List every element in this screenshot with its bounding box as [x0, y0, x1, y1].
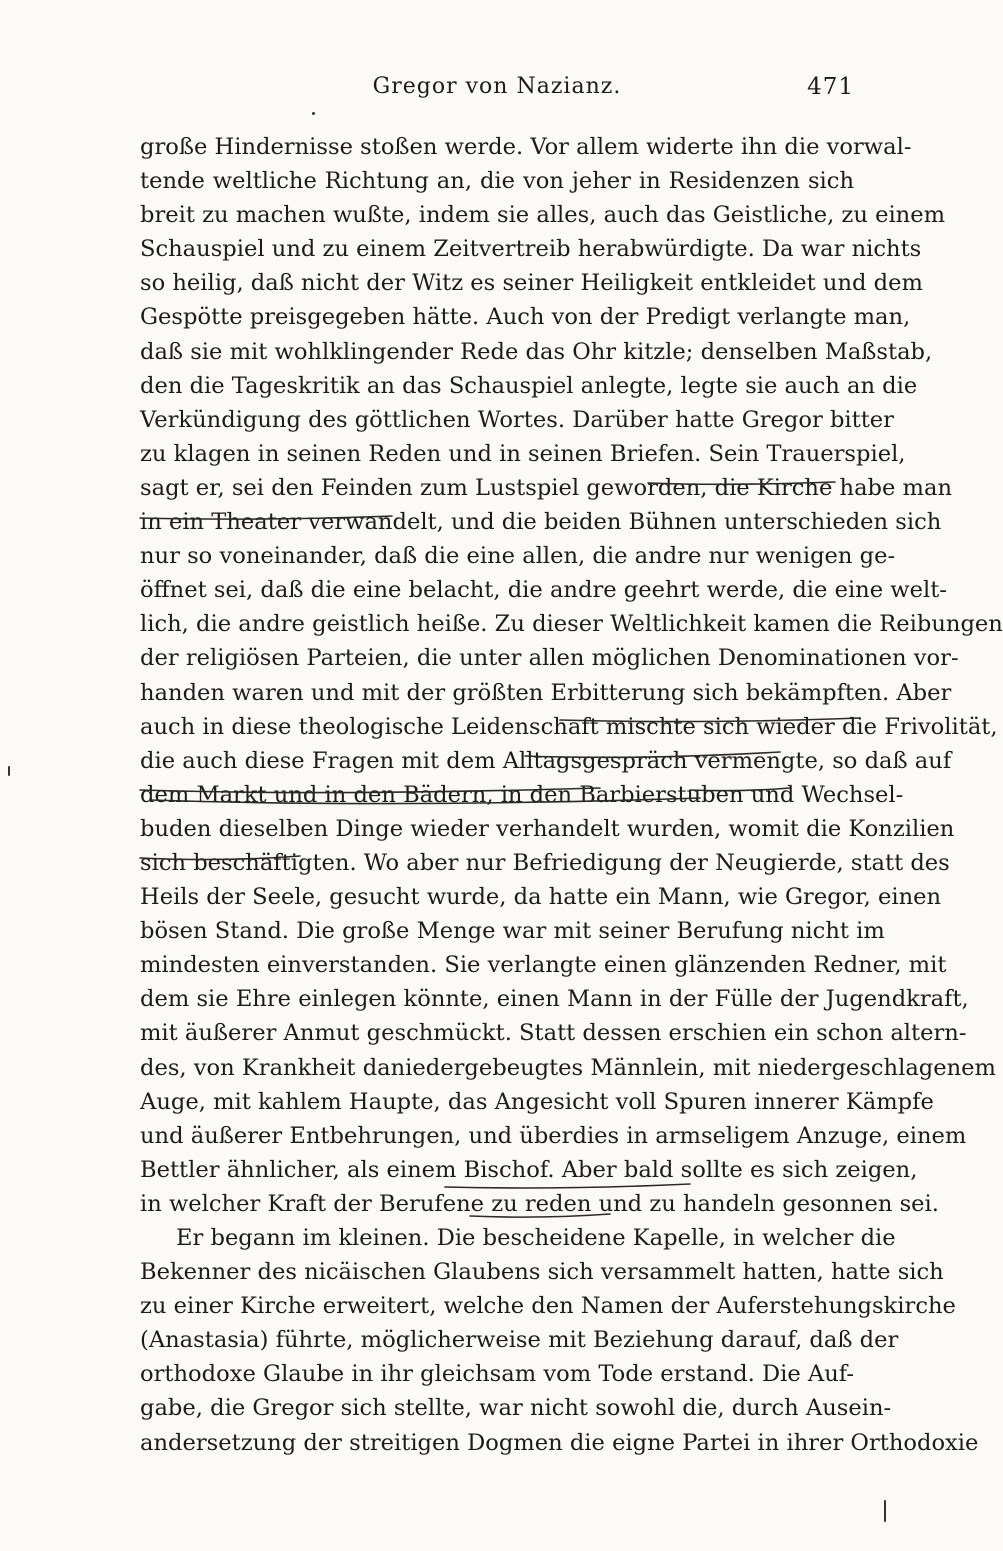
text-line: buden dieselben Dinge wieder verhandelt wurden, womit die Konzilien [140, 815, 955, 842]
text-line: Bekenner des nicäischen Glaubens sich versammelt hatten, hatte sich [140, 1259, 944, 1286]
paper-speck [8, 766, 10, 776]
text-line: und äußerer Entbehrungen, und überdies in armseligem Anzuge, einem [140, 1122, 967, 1149]
text-line: sich beschäftigten. Wo aber nur Befriedigung der Neugierde, statt des [140, 849, 950, 876]
text-line: daß sie mit wohlklingender Rede das Ohr kitzle; denselben Maßstab, [140, 338, 933, 365]
text-line: lich, die andre geistlich heiße. Zu dieser Weltlichkeit kamen die Reibungen [140, 611, 1003, 638]
text-line: dem Markt und in den Bädern, in den Barbierstuben und Wechsel- [140, 781, 904, 808]
text-line: mindesten einverstanden. Sie verlangte einen glänzenden Redner, mit [140, 952, 947, 979]
text-line: die auch diese Fragen mit dem Alltagsgespräch vermengte, so daß auf [140, 747, 952, 774]
text-line: zu klagen in seinen Reden und in seinen Briefen. Sein Trauerspiel, [140, 440, 906, 467]
text-line: Bettler ähnlicher, als einem Bischof. Aber bald sollte es sich zeigen, [140, 1156, 918, 1183]
text-line: gabe, die Gregor sich stellte, war nicht sowohl die, durch Ausein- [140, 1395, 892, 1422]
text-line: (Anastasia) führte, möglicherweise mit Beziehung darauf, daß der [140, 1327, 899, 1354]
text-line: tende weltliche Richtung an, die von jeher in Residenzen sich [140, 168, 854, 195]
text-line: orthodoxe Glaube in ihr gleichsam vom Tode erstand. Die Auf- [140, 1361, 854, 1388]
text-line: dem sie Ehre einlegen könnte, einen Mann in der Fülle der Jugendkraft, [140, 986, 969, 1013]
text-line: Verkündigung des göttlichen Wortes. Darüber hatte Gregor bitter [140, 406, 894, 433]
paper-speck [884, 1500, 886, 1522]
text-line: Gespötte preisgegeben hätte. Auch von der Predigt verlangte man, [140, 304, 911, 331]
text-line: auch in diese theologische Leidenschaft mischte sich wieder die Frivolität, [140, 713, 998, 740]
text-line: handen waren und mit der größten Erbitterung sich bekämpften. Aber [140, 679, 952, 706]
text-line: bösen Stand. Die große Menge war mit seiner Berufung nicht im [140, 918, 885, 945]
text-line: in ein Theater verwandelt, und die beiden Bühnen unterschieden sich [140, 509, 942, 536]
text-line: mit äußerer Anmut geschmückt. Statt dessen erschien ein schon altern- [140, 1020, 967, 1047]
text-line: der religiösen Parteien, die unter allen möglichen Denominationen vor- [140, 645, 959, 672]
paragraph-1 [140, 130, 1003, 1221]
text-line: große Hindernisse stoßen werde. Vor allem widerte ihn die vorwal- [140, 134, 912, 160]
paragraph-2 [140, 1221, 979, 1460]
text-line: öffnet sei, daß die eine belacht, die andre geehrt werde, die eine welt- [140, 577, 947, 604]
text-line: Schauspiel und zu einem Zeitvertreib herabwürdigte. Da war nichts [140, 236, 922, 263]
page-number: 471 [807, 74, 854, 100]
text-line: sagt er, sei den Feinden zum Lustspiel geworden, die Kirche habe man [140, 474, 953, 501]
text-line: breit zu machen wußte, indem sie alles, auch das Geistliche, zu einem [140, 202, 946, 229]
text-line: nur so voneinander, daß die eine allen, die andre nur wenigen ge- [140, 543, 896, 570]
text-line: Heils der Seele, gesucht wurde, da hatte ein Mann, wie Gregor, einen [140, 884, 942, 911]
text-line: andersetzung der streitigen Dogmen die eigne Partei in ihrer Orthodoxie [140, 1429, 979, 1456]
text-line: so heilig, daß nicht der Witz es seiner Heiligkeit entkleidet und dem [140, 270, 923, 297]
running-title: Gregor von Nazianz. [372, 74, 622, 99]
text-line: Er begann im kleinen. Die bescheidene Kapelle, in welcher die [176, 1225, 896, 1251]
text-line: den die Tageskritik an das Schauspiel anlegte, legte sie auch an die [140, 372, 918, 399]
text-line: in welcher Kraft der Berufene zu reden und zu handeln gesonnen sei. [140, 1190, 939, 1217]
text-line: zu einer Kirche erweitert, welche den Namen der Auferstehungskirche [140, 1293, 956, 1320]
paper-speck [312, 112, 315, 115]
body-text [140, 130, 1003, 1460]
running-head [140, 74, 854, 108]
text-line: Auge, mit kahlem Haupte, das Angesicht voll Spuren innerer Kämpfe [140, 1088, 934, 1115]
text-line: des, von Krankheit daniedergebeugtes Männlein, mit niedergeschlagenem [140, 1054, 996, 1081]
